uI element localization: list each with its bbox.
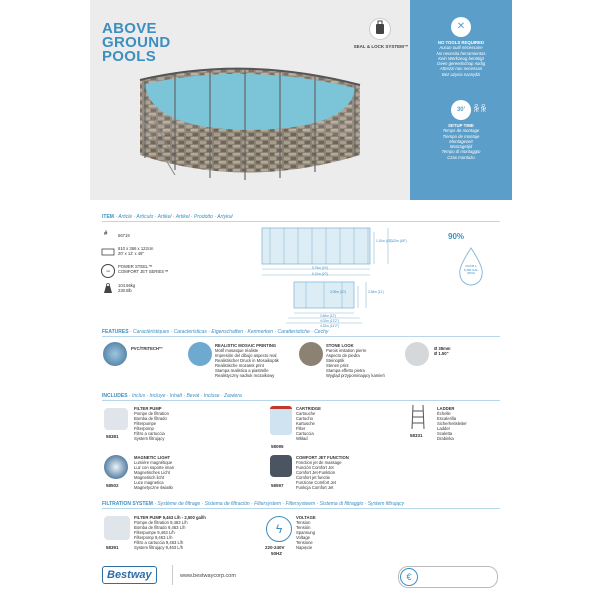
includes-header: INCLUDES · Inclus · Incluye · Inhalt · Bevat · Incluse · Zawiera — [102, 393, 242, 399]
dimensions-text: 610 x 366 x 122cm 20' x 12' x 48" — [118, 246, 154, 256]
seal-lock-label: SEAL & LOCK SYSTEM™ — [353, 44, 409, 49]
seal-lock-icon — [369, 18, 391, 40]
feature-diameter-text: Ø 38mm Ø 1.50" — [434, 346, 451, 356]
side-width-2-label: 4.02m (13'2") — [320, 319, 339, 323]
cartridge-code: 58095 — [271, 444, 284, 449]
side-inner-height-label: 3.05m (10') — [330, 290, 347, 294]
voltage-spec: 220-240V — [265, 545, 285, 550]
comfort-jet-icon — [270, 455, 292, 477]
frame-type-text: POWER STEEL™ COMFORT JET SERIES™ — [118, 264, 169, 274]
fill-percent: 90% — [448, 232, 465, 241]
pvc-layer-icon — [103, 342, 127, 366]
filtration-pump-icon — [104, 516, 130, 540]
cartridge-icon — [270, 406, 292, 435]
hash-icon: # — [104, 231, 108, 237]
filtration-header: FILTRATION SYSTEM · Système de filtrage · Sistema de filtración · Filtersystem · Filtersysteem · Sistema di filtraggio · System filtrujący — [102, 501, 405, 507]
clock-icon: 30' — [451, 100, 471, 120]
ladder-text: LADDER Échelle Escalerilla Sicherheitsleiter Ladder Scaletta Drabinka — [437, 406, 467, 441]
dimensions-icon — [101, 247, 115, 257]
includes-divider — [102, 400, 500, 401]
feature-mosaic-text: REALISTIC MOSAIC PRINTING Motif mosaïque réaliste Impresión del dibujo aspecto real Realistischer Druck in Mosaikoptik Realistische mozaïek print Stampa realistica a piastrelle Realistyczny nadruk mozaikowy — [215, 343, 279, 378]
width-outer-label: 6.10m (20') — [312, 272, 329, 276]
side-outer-height-label: 3.36m (11') — [368, 290, 384, 294]
stone-look-icon — [299, 342, 323, 366]
comfort-jet-text: COMFORT JET FUNCTION Fonction jet de massage Función Comfort Jet Comfort Jet-Funktion Comfort jet functie Funzione Comfort Jet Funkcja Comfort Jet — [296, 455, 349, 490]
page-title: ABOVE GROUND POOLS — [102, 20, 171, 65]
item-code: 56719 — [118, 233, 130, 238]
item-header: ITEM · Article · Artículo · Artikel · Artikel · Prodotto · Artykuł — [102, 214, 233, 220]
voltage-text: VOLTAGE Tension Tensión Spannung Voltage Tensione Napięcie — [296, 515, 316, 550]
comfort-jet-code: 58597 — [271, 483, 284, 488]
feature-stone-text: STONE LOOK Parois imitation pierre Aspecto de piedra Steinoptik Stenen print Stampa effetto pietra Wygląd przypominający kamień — [326, 343, 385, 378]
filter-pump-code: 58381 — [106, 434, 119, 439]
euro-icon: € — [400, 568, 418, 586]
features-divider — [102, 336, 500, 337]
price-box — [398, 566, 498, 588]
filter-pump-icon — [104, 408, 128, 430]
no-tools-block: NO TOOLS REQUIRED Aucun outil nécessaire No necesita herramientas Kein Werkzeug benötigt Geen gereedschap nodig Attrezzi non necessari Bez użycia narzędzi — [436, 40, 486, 77]
filtration-divider — [102, 508, 500, 509]
side-width-3-label: 4.32m (14'2") — [320, 324, 339, 328]
weight-icon — [101, 282, 115, 294]
footer-divider — [172, 565, 173, 585]
wrench-icon: ✕ — [451, 17, 471, 37]
magnetic-light-icon — [104, 455, 128, 479]
capacity-text: 20,045 L 5,290 GAL (90%) — [463, 264, 479, 276]
pipe-diameter-icon — [405, 342, 429, 366]
filtration-pump-text: FILTER PUMP 9,463 L/h - 2,500 gal/h Pompe de filtration 9,463 L/h Bomba de filtrado 9,463 L/h Filterpumpe 9,463 L/h Filterpomp 9,463 L/h Filtro a cartuccia 9,463 L/h System filtrujący 9,463 L/h — [134, 515, 206, 550]
side-width-1-label: 3.66m (12') — [320, 314, 337, 318]
filtration-pump-code: 58391 — [106, 545, 119, 550]
frame-type-icon: ᴛᴍ — [101, 264, 115, 278]
ladder-icon — [410, 404, 426, 430]
ladder-code: 58331 — [410, 433, 423, 438]
feature-pvc-label: PVC/TRITECH™ — [131, 346, 164, 351]
filter-pump-text: FILTER PUMP Pompe de filtration Bomba de filtrado Filterpumpe Filterpomp Filtro a cartuccia System filtrujący — [134, 406, 169, 441]
mosaic-print-icon — [188, 342, 212, 366]
weight-text: 104.56kg 230.5lb — [118, 283, 136, 293]
voltage-freq: 50HZ — [271, 551, 283, 556]
brand-logo: Bestway — [102, 566, 157, 584]
setup-time-block: SETUP TIME Temps de montage Tiempo de montaje Montagezeit Montagetijd Tempo di montaggio Czas montażu — [441, 123, 481, 160]
features-header: FEATURES · Caractéristiques · Características · Eigenschaften · Kenmerken · Caratteristiche · Cechy — [102, 329, 329, 335]
website-link[interactable]: www.bestwaycorp.com — [180, 573, 236, 579]
magnetic-light-code: 58502 — [106, 483, 119, 488]
pool-front-diagram — [258, 222, 408, 280]
pool-illustration — [115, 60, 375, 200]
cartridge-text: CARTRIDGE Cartouche Cartucho Kartusche Filter Cartuccia Wkład — [296, 406, 321, 441]
people-icon: ꆜꆜ — [473, 104, 488, 114]
width-inner-label: 5.79m (19') — [312, 266, 329, 270]
magnetic-light-text: MAGNETIC LIGHT Lumière magnétique Luz con soporte iman Magnetisches Licht Magnetisch licht Luce magnetica Magnetyczne światło — [134, 455, 175, 490]
water-height-label: 1.10m (43") — [376, 239, 393, 243]
voltage-icon: ϟ — [266, 516, 292, 542]
wall-height-label: 1.22m (48") — [390, 239, 407, 243]
